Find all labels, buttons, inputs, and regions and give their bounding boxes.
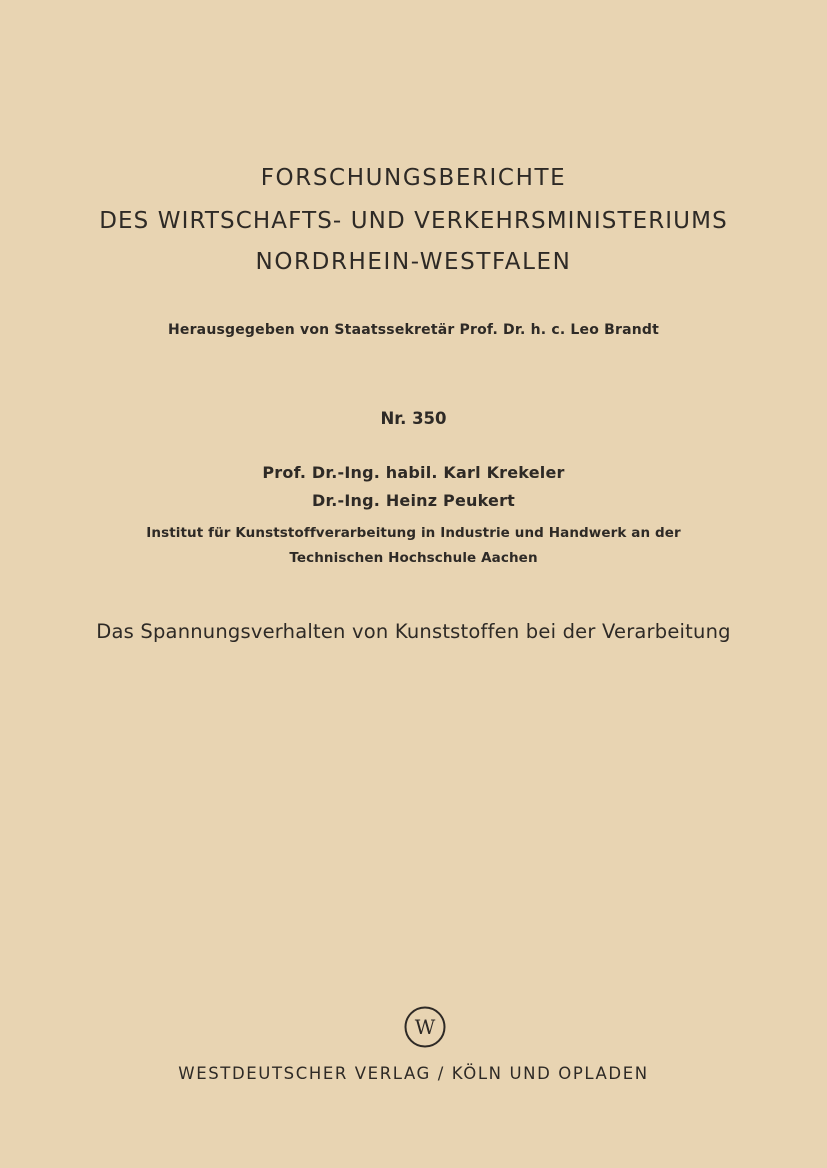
report-number: Nr. 350 xyxy=(380,409,447,428)
document-title: Das Spannungsverhalten von Kunststoffen bei der Verarbeitung xyxy=(96,620,731,643)
institute-line-2: Technischen Hochschule Aachen xyxy=(289,550,538,566)
publisher-logo-icon xyxy=(403,1005,447,1049)
logo-letter: W xyxy=(414,1015,436,1039)
series-title-line-2: DES WIRTSCHAFTS- UND VERKEHRSMINISTERIUMS xyxy=(99,208,728,234)
author-name: Dr.-Ing. Heinz Peukert xyxy=(311,491,516,510)
editor-credit: Herausgegeben von Staatssekretär Prof. Dr. h. c. Leo Brandt xyxy=(167,322,660,338)
publisher-imprint: WESTDEUTSCHER VERLAG / KÖLN UND OPLADEN xyxy=(178,1064,649,1083)
series-title-line-1: FORSCHUNGSBERICHTE xyxy=(260,165,567,191)
institute-line-1: Institut für Kunststoffverarbeitung in Industrie und Handwerk an der xyxy=(146,525,681,541)
series-title-line-3: NORDRHEIN-WESTFALEN xyxy=(255,249,572,275)
author-name: Prof. Dr.-Ing. habil. Karl Krekeler xyxy=(262,463,565,482)
